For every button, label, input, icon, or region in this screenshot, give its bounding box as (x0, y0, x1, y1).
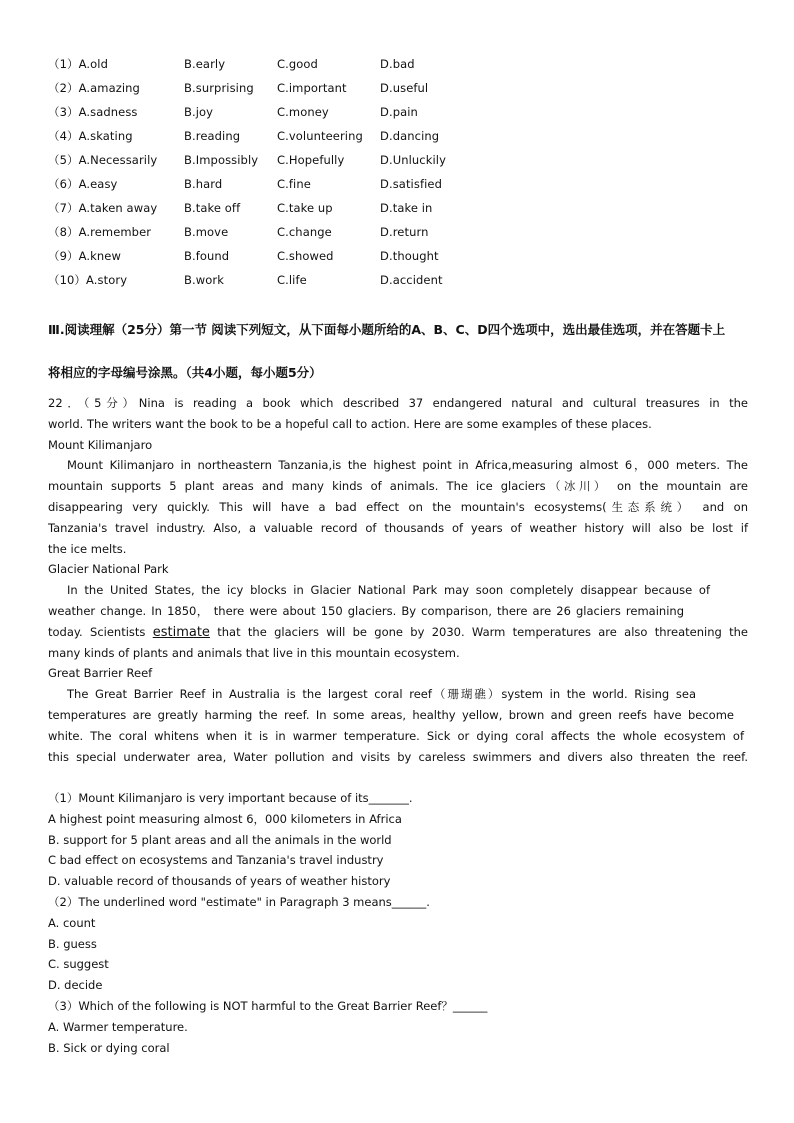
option-a: （8）A.remember (48, 225, 152, 239)
option-row-9 (48, 247, 480, 271)
option-b: B.take off (184, 201, 241, 215)
option-c: C.Hopefully (277, 153, 345, 167)
passage-subtitle: Great Barrier Reef (48, 666, 153, 681)
option-a: （10）A.story (48, 273, 128, 287)
option-c: C.good (277, 57, 318, 71)
passage-line: The Great Barrier Reef in Australia is the largest coral reef（珊瑚礁）system in the world. Rising sea (67, 687, 696, 702)
option-b: B.reading (184, 129, 241, 143)
option-a: （6）A.easy (48, 177, 118, 191)
option-b: B.found (184, 249, 230, 263)
option-b: B.Impossibly (184, 153, 259, 167)
passage-subtitle: Glacier National Park (48, 562, 169, 577)
option-d: D.dancing (380, 129, 440, 143)
answer-choice: A. count (48, 915, 96, 930)
option-row-1 (48, 55, 480, 79)
option-row-6 (48, 175, 480, 199)
question-stem: （2）The underlined word "estimate" in Paragraph 3 means______. (48, 894, 430, 909)
option-row-10 (48, 271, 480, 295)
passage-line: the ice melts. (48, 541, 127, 556)
passage-intro-line: world. The writers want the book to be a hopeful call to action. Here are some examples of these places. (48, 416, 652, 431)
option-d: D.Unluckily (380, 153, 446, 167)
option-row-2 (48, 79, 480, 103)
answer-choice: C. suggest (48, 957, 109, 972)
cloze-options-table (48, 55, 480, 295)
passage-text: that the glaciers will be gone by 2030. Warm temperatures are also threatening the (209, 624, 748, 639)
option-row-8 (48, 223, 480, 247)
answer-choice: D. decide (48, 978, 103, 993)
option-c: C.fine (277, 177, 311, 191)
option-b: B.early (184, 57, 226, 71)
passage-line: disappearing very quickly. This will have a bad effect on the mountain's ecosystems(生态系统） and on (48, 499, 748, 514)
option-c: C.important (277, 81, 347, 95)
passage-line: Tanzania's travel industry. Also, a valuable record of thousands of years of weather history will also be lost if (48, 520, 748, 535)
option-d: D.return (380, 225, 429, 239)
passage-line: weather change. In 1850， there were about 150 glaciers. By comparison, there are 26 glaciers remaining (48, 603, 684, 618)
passage-intro-line: 22．（5分）Nina is reading a book which described 37 endangered natural and cultural treasures in the (48, 396, 748, 410)
passage-line: white. The coral whitens when it is in warmer temperature. Sick or dying coral affects the whole ecosystem of (48, 728, 744, 743)
option-c: C.change (277, 225, 332, 239)
section-heading: Ⅲ.阅读理解（25分）第一节 阅读下列短文，从下面每小题所给的A、B、C、D四个选项中，选出最佳选项，并在答题卡上 (48, 322, 726, 337)
answer-choice: A. Warmer temperature. (48, 1019, 188, 1034)
reading-passage (48, 394, 748, 768)
section-heading-continued: 将相应的字母编号涂黑。（共4小题，每小题5分） (48, 365, 322, 380)
option-a: （4）A.skating (48, 129, 133, 143)
option-d: D.take in (380, 201, 433, 215)
option-d: D.bad (380, 57, 415, 71)
option-b: B.joy (184, 105, 214, 119)
passage-line: many kinds of plants and animals that live in this mountain ecosystem. (48, 645, 460, 660)
option-row-7 (48, 199, 480, 223)
passage-line: In the United States, the icy blocks in Glacier National Park may soon completely disappear because of (67, 583, 710, 598)
option-a: （2）A.amazing (48, 81, 140, 95)
option-c: C.life (277, 273, 307, 287)
option-d: D.useful (380, 81, 429, 95)
option-d: D.satisfied (380, 177, 442, 191)
question-stem: （3）Which of the following is NOT harmful to the Great Barrier Reef？______ (48, 998, 488, 1013)
option-b: B.hard (184, 177, 223, 191)
option-c: C.showed (277, 249, 334, 263)
option-c: C.money (277, 105, 329, 119)
option-d: D.accident (380, 273, 443, 287)
option-b: B.surprising (184, 81, 254, 95)
answer-choice: C bad effect on ecosystems and Tanzania's travel industry (48, 853, 384, 868)
option-a: （5）A.Necessarily (48, 153, 158, 167)
answer-choice: D. valuable record of thousands of years of weather history (48, 874, 391, 889)
passage-line (48, 623, 748, 644)
question-list (48, 789, 748, 1059)
question-stem: （1）Mount Kilimanjaro is very important because of its_______. (48, 791, 413, 805)
option-a: （7）A.taken away (48, 201, 158, 215)
passage-line: Mount Kilimanjaro in northeastern Tanzania,is the highest point in Africa,measuring almost 6，000 meters. The (67, 458, 748, 473)
passage-subtitle: Mount Kilimanjaro (48, 437, 153, 452)
option-a: （9）A.knew (48, 249, 121, 263)
passage-line: temperatures are greatly harming the reef. In some areas, healthy yellow, brown and green reefs have become (48, 707, 734, 722)
answer-choice: B. support for 5 plant areas and all the animals in the world (48, 832, 392, 847)
option-d: D.thought (380, 249, 439, 263)
passage-text: today. Scientists (48, 624, 153, 639)
option-row-5 (48, 151, 480, 175)
option-a: （3）A.sadness (48, 105, 138, 119)
answer-choice: A highest point measuring almost 6，000 kilometers in Africa (48, 811, 402, 826)
option-b: B.work (184, 273, 224, 287)
option-c: C.take up (277, 201, 333, 215)
passage-line: mountain supports 5 plant areas and many kinds of animals. The ice glaciers（冰川） on the mountain are (48, 479, 748, 494)
option-c: C.volunteering (277, 129, 363, 143)
passage-line: this special underwater area, Water pollution and visits by careless swimmers and divers also threaten the reef. (48, 749, 748, 764)
option-row-4 (48, 127, 480, 151)
underlined-word-estimate: estimate (152, 624, 210, 640)
option-a: （1）A.old (48, 57, 108, 71)
option-b: B.move (184, 225, 229, 239)
answer-choice: B. Sick or dying coral (48, 1040, 170, 1055)
option-row-3 (48, 103, 480, 127)
answer-choice: B. guess (48, 936, 97, 951)
option-d: D.pain (380, 105, 418, 119)
